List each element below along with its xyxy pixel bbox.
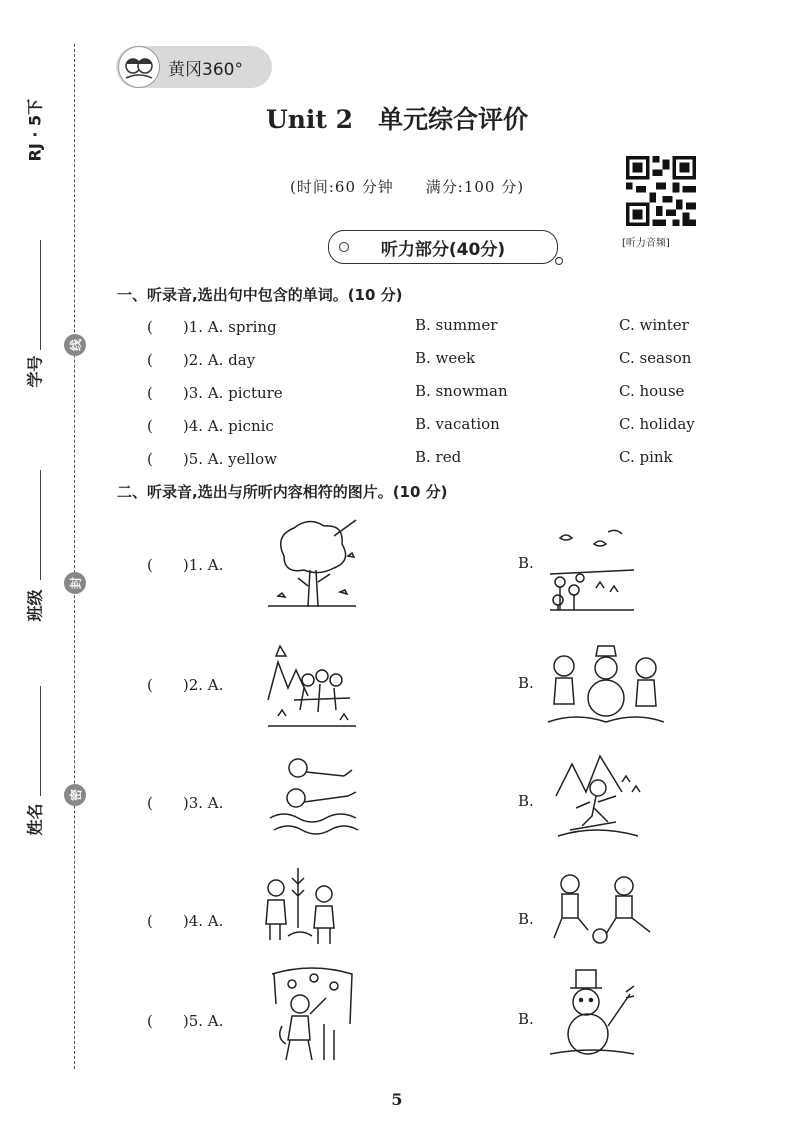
boys-playing-football-icon[interactable] [544,872,656,950]
seal-seal-badge: 封 [64,572,86,594]
seal-dense-badge: 密 [64,784,86,806]
table-row [147,316,727,336]
s2-q5-option-b[interactable]: B. [518,1010,534,1028]
q4-option-a[interactable]: ( )4. A. picnic [147,417,274,435]
student-id-label: 学号 [25,355,45,388]
series-label: RJ · 5下 [25,98,45,162]
kids-swimming-icon[interactable] [264,752,362,844]
listening-part-label: 听力部分(40分) [380,239,506,260]
kids-snowman-icon[interactable] [546,642,666,734]
section1-heading: 一、听录音,选出句中包含的单词。(10 分) [117,286,403,304]
student-id-line[interactable] [40,240,41,350]
q5-option-a[interactable]: ( )5. A. yellow [147,450,277,468]
kids-planting-tree-icon[interactable] [262,866,344,952]
q5-option-b[interactable]: B. red [415,448,462,466]
page-title: Unit 2 单元综合评价 [265,105,529,134]
qr-code-icon[interactable] [626,156,696,226]
q3-option-b[interactable]: B. snowman [415,382,508,400]
s2-q4-option-a[interactable]: ( )4. A. [147,912,224,930]
name-line[interactable] [40,686,41,796]
q4-option-b[interactable]: B. vacation [415,415,500,433]
autumn-tree-icon[interactable] [264,516,360,616]
class-line[interactable] [40,470,41,580]
brand-name: 黄冈360° [168,59,243,80]
boy-skiing-icon[interactable] [552,752,642,848]
kids-hiking-icon[interactable] [264,640,360,736]
brand-badge [116,46,272,88]
q1-option-b[interactable]: B. summer [415,316,498,334]
spring-flowers-birds-icon[interactable] [546,526,638,616]
s2-q1-option-b[interactable]: B. [518,554,534,572]
class-label: 班级 [25,589,45,622]
s2-q2-option-a[interactable]: ( )2. A. [147,676,224,694]
s2-q5-option-a[interactable]: ( )5. A. [147,1012,224,1030]
brand-logo-icon [118,46,160,88]
q3-option-c[interactable]: C. house [619,382,685,400]
listening-part-banner [328,230,558,264]
page-number: 5 [391,1090,403,1109]
binding-dashed-line [74,44,75,1069]
q3-option-a[interactable]: ( )3. A. picture [147,384,283,402]
banner-right-dot [555,257,563,265]
girl-picking-apples-icon[interactable] [268,964,356,1068]
s2-q3-option-b[interactable]: B. [518,792,534,810]
qr-caption: [听力音频] [622,238,670,249]
table-row [147,349,727,369]
section2-heading: 二、听录音,选出与所听内容相符的图片。(10 分) [117,483,448,501]
table-row [147,382,727,402]
s2-q1-option-a[interactable]: ( )1. A. [147,556,224,574]
name-label: 姓名 [25,803,45,836]
q2-option-a[interactable]: ( )2. A. day [147,351,256,369]
s2-q2-option-b[interactable]: B. [518,674,534,692]
q1-option-a[interactable]: ( )1. A. spring [147,318,277,336]
q2-option-c[interactable]: C. season [619,349,692,367]
s2-q3-option-a[interactable]: ( )3. A. [147,794,224,812]
banner-left-dot [339,242,349,252]
exam-meta: (时间:60 分钟 满分:100 分) [290,178,525,196]
q1-option-c[interactable]: C. winter [619,316,689,334]
snowman-icon[interactable] [548,966,636,1062]
table-row [147,448,727,468]
q4-option-c[interactable]: C. holiday [619,415,695,433]
s2-q4-option-b[interactable]: B. [518,910,534,928]
seal-line-badge: 线 [64,334,86,356]
table-row [147,415,727,435]
q5-option-c[interactable]: C. pink [619,448,673,466]
q2-option-b[interactable]: B. week [415,349,476,367]
